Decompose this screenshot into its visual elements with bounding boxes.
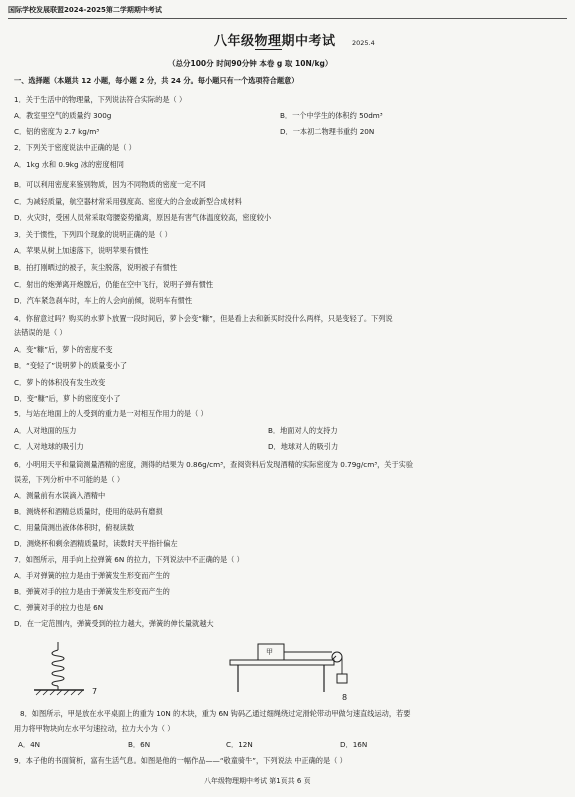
title-suffix: 期中考试	[281, 34, 336, 49]
exam-info: （总分100分 时间90分钟 本卷 g 取 10N/kg）	[168, 59, 333, 68]
figure-7-spring	[30, 640, 110, 706]
question-8-option-d: D．16N	[340, 740, 368, 749]
section-heading: 一、选择题（本题共 12 小题，每小题 2 分，共 24 分。每小题只有一个选项符合题意）	[14, 76, 299, 85]
figure-7-label: 7	[92, 687, 98, 696]
question-6-option-b: B．测烧杯和酒精总质量时，使用的砝码有磨损	[14, 507, 163, 516]
question-3-option-a: A．苹果从树上加速落下，说明苹果有惯性	[14, 246, 149, 255]
question-8-stem-line1: 8．如图所示，甲是放在水平桌面上的重为 10N 的木块，重为 6N 钩码乙通过细绳绕过定滑轮带动甲做匀速直线运动，若要	[20, 709, 411, 718]
exam-date: 2025.4	[352, 39, 375, 47]
question-6-option-a: A．测量前有水误滴入酒精中	[14, 491, 106, 500]
question-3-option-b: B．拍打刚晒过的被子，灰尘脱落，说明被子有惯性	[14, 263, 178, 272]
question-1-option-b: B．一个中学生的体积约 50dm³	[280, 111, 383, 120]
question-7-option-d: D．在一定范围内，弹簧受到的拉力越大，弹簧的伸长量就越大	[14, 619, 214, 628]
question-4-option-c: C．萝卜的体积没有发生改变	[14, 378, 106, 387]
question-8-option-a: A．4N	[18, 740, 41, 749]
question-4-option-d: D．变“糠”后，萝卜的密度变小了	[14, 394, 121, 403]
question-8-option-c: C．12N	[226, 740, 253, 749]
question-4-stem-line2: 法错误的是（ ）	[14, 328, 67, 337]
question-6-option-c: C．用量筒测出液体体积时，俯视读数	[14, 523, 135, 532]
question-1-stem: 1．关于生活中的物理量，下列说法符合实际的是（ ）	[14, 95, 187, 104]
figure-8-pulley	[228, 640, 358, 700]
question-5-option-b: B．地面对人的支持力	[268, 426, 338, 435]
question-6-stem-line1: 6．小明用天平和量筒测量酒精的密度，测得的结果为 0.86g/cm³，查阅资料后发现酒精的实际密度为 0.79g/cm³，关于实验	[14, 460, 414, 469]
question-4-option-b: B．“变轻了”说明萝卜的质量变小了	[14, 361, 128, 370]
question-2-option-d: D．火灾时，受困人员常采取弯腰姿势撤离，原因是有害气体温度较高，密度较小	[14, 213, 272, 222]
question-4-stem-line1: 4．你留意过吗？购买的水萝卜放置一段时间后，萝卜会变“糠”，但是看上去和新买时没什么两样，只是变轻了。下列说	[14, 314, 393, 323]
question-3-option-d: D．汽车紧急刹车时，车上的人会向前倾，说明车有惯性	[14, 296, 193, 305]
question-2-stem: 2．下列关于密度说法中正确的是（ ）	[14, 143, 136, 152]
question-3-stem: 3．关于惯性，下列四个现象的说明正确的是（ ）	[14, 230, 172, 239]
title-subject: 物理	[254, 34, 282, 49]
question-7-stem: 7．如图所示，用手向上拉弹簧 6N 的拉力，下列说法中不正确的是（ ）	[14, 555, 244, 564]
exam-header: 国际学校发展联盟2024-2025第二学期期中考试	[8, 6, 162, 14]
question-9-stem: 9．本子他的书面简析，富有生活气息。如图是他的一幅作品——“敬童骑牛”，下列说法 中正确的是（ ）	[14, 756, 347, 765]
question-3-option-c: C．射出的炮弹离开炮膛后，仍能在空中飞行，说明子弹有惯性	[14, 280, 214, 289]
question-2-option-c: C．为减轻质量，航空器材常采用强度高、密度大的合金或新型合成材料	[14, 197, 242, 206]
question-1-option-a: A．教室里空气的质量约 300g	[14, 111, 112, 120]
question-6-option-d: D．测烧杯和剩余酒精质量时，读数时天平指针偏左	[14, 539, 178, 548]
question-7-option-b: B．弹簧对手的拉力是由于弹簧发生形变而产生的	[14, 587, 170, 596]
title-prefix: 八年级	[214, 34, 255, 49]
question-4-option-a: A．变“糠”后，萝卜的密度不变	[14, 345, 113, 354]
question-1-option-c: C．铝的密度为 2.7 kg/m³	[14, 127, 100, 136]
question-5-option-c: C．人对地球的吸引力	[14, 442, 84, 451]
question-1-option-d: D．一本初二物理书重约 20N	[280, 127, 375, 136]
question-8-option-b: B．6N	[128, 740, 151, 749]
question-5-stem: 5．与站在地面上的人受到的重力是一对相互作用力的是（ ）	[14, 409, 208, 418]
question-8-stem-line2: 用力将甲物块向左水平匀速拉动，拉力大小为（ ）	[14, 724, 175, 733]
page-footer: 八年级物理期中考试 第1页共 6 页	[204, 777, 311, 785]
figure-8-label: 8	[342, 693, 348, 702]
question-7-option-a: A．手对弹簧的拉力是由于弹簧发生形变而产生的	[14, 571, 170, 580]
figure-8-block-label: 甲	[266, 648, 273, 656]
page-title	[214, 35, 336, 48]
question-2-option-b: B．可以利用密度来鉴别物质，因为不同物质的密度一定不同	[14, 180, 206, 189]
question-2-option-a: A．1kg 水和 0.9kg 冰的密度相同	[14, 160, 124, 169]
header-divider	[8, 18, 567, 19]
question-6-stem-line2: 误差，下列分析中不可能的是（ ）	[14, 475, 125, 484]
question-5-option-a: A．人对地面的压力	[14, 426, 77, 435]
question-5-option-d: D．地球对人的吸引力	[268, 442, 339, 451]
question-7-option-c: C．弹簧对手的拉力也是 6N	[14, 603, 104, 612]
